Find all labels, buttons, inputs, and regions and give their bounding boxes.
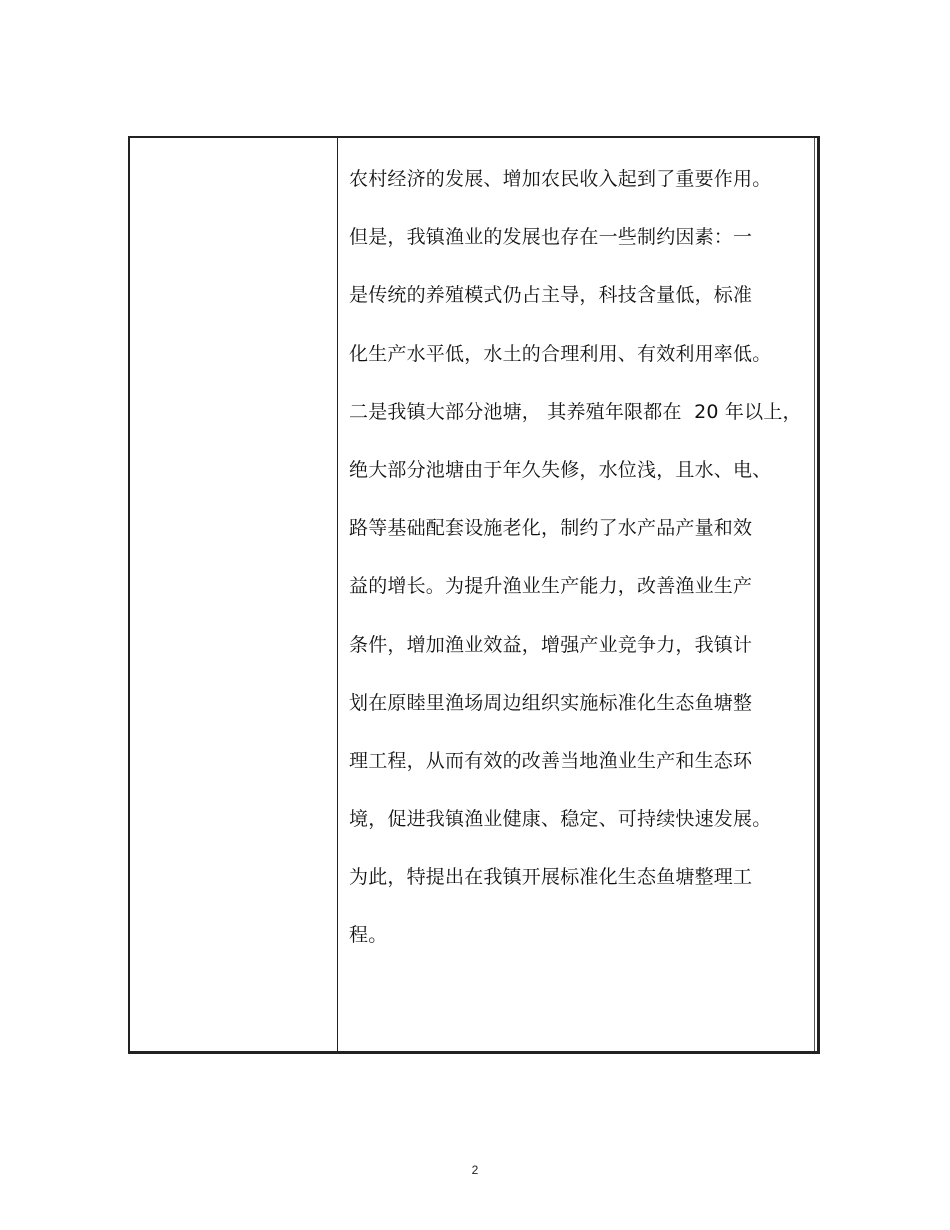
content-line: 为此，特提出在我镇开展标准化生态鱼塘整理工 <box>349 866 753 889</box>
content-line: 划在原睦里渔场周边组织实施标准化生态鱼塘整 <box>349 691 753 714</box>
content-line: 绝大部分池塘由于年久失修，水位浅，且水、电、 <box>349 458 772 481</box>
content-line: 二是我镇大部分池塘， 其养殖年限都在 20 年以上， <box>349 400 802 423</box>
table-content-cell <box>339 138 812 1051</box>
content-line: 农村经济的发展、增加农民收入起到了重要作用。 <box>349 168 772 190</box>
content-line: 境，促进我镇渔业健康、稳定、可持续快速发展。 <box>349 808 772 831</box>
content-line: 是传统的养殖模式仍占主导，科技含量低，标准 <box>349 284 753 307</box>
page-number: 2 <box>471 1163 479 1177</box>
content-line: 程。 <box>349 924 388 947</box>
form-table <box>128 136 820 1054</box>
content-line: 但是，我镇渔业的发展也存在一些制约因素：一 <box>349 226 753 249</box>
table-double-border <box>814 138 815 1051</box>
content-line: 理工程，从而有效的改善当地渔业生产和生态环 <box>349 749 753 772</box>
content-line: 路等基础配套设施老化，制约了水产品产量和效 <box>349 517 753 540</box>
content-lines <box>349 164 802 979</box>
table-label-cell <box>130 138 338 1051</box>
content-line: 条件，增加渔业效益，增强产业竞争力，我镇计 <box>349 633 753 656</box>
content-line: 益的增长。为提升渔业生产能力，改善渔业生产 <box>349 575 753 598</box>
content-line: 化生产水平低，水土的合理利用、有效利用率低。 <box>349 342 772 365</box>
